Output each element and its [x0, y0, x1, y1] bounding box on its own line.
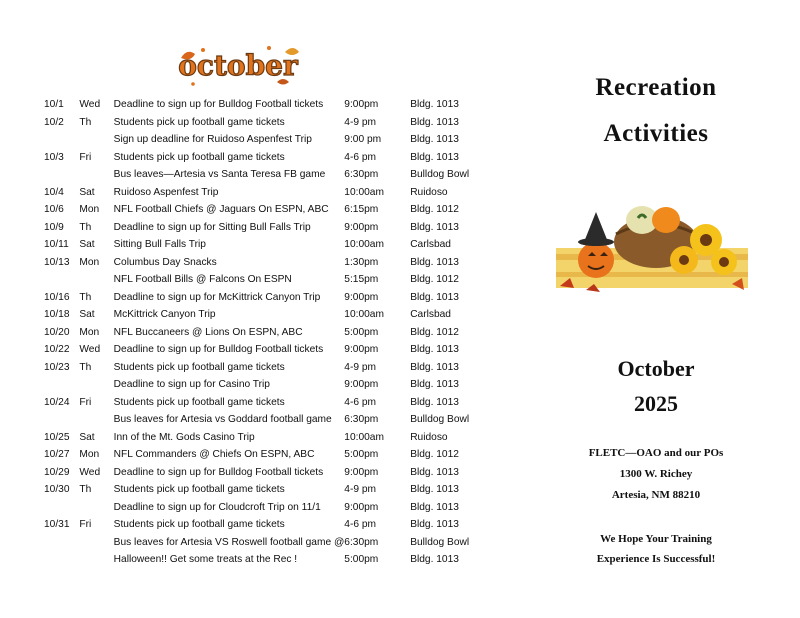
- row-time: 5:00pm: [344, 554, 379, 566]
- row-day: Fri: [79, 151, 92, 163]
- row-location: Bldg. 1012: [410, 204, 459, 216]
- row-day: Th: [79, 484, 92, 496]
- schedule-row: [40, 184, 470, 202]
- row-time: 4-9 pm: [344, 116, 377, 128]
- row-location: Bldg. 1013: [410, 466, 459, 478]
- row-time: 9:00pm: [344, 501, 379, 513]
- row-time: 6:30pm: [344, 414, 379, 426]
- row-location: Bldg. 1013: [410, 134, 459, 146]
- row-event: NFL Football Chiefs @ Jaguars On ESPN, ABC: [113, 204, 329, 216]
- row-time: 10:00am: [344, 309, 384, 321]
- row-day: Th: [79, 291, 92, 303]
- row-date: [40, 551, 79, 569]
- row-date: 10/6: [44, 204, 64, 216]
- schedule-row: [40, 446, 470, 464]
- title-line-2: Activities: [603, 120, 709, 147]
- row-location: Bldg. 1013: [410, 256, 459, 268]
- schedule-row: [40, 341, 470, 359]
- autumn-harvest-picture: [556, 190, 748, 300]
- row-time: 4-6 pm: [344, 519, 377, 531]
- row-location: Bulldog Bowl: [410, 414, 470, 426]
- schedule-row: [40, 149, 470, 167]
- row-day: Sat: [79, 239, 95, 251]
- row-time: 10:00am: [344, 431, 384, 443]
- row-date: [40, 376, 79, 394]
- row-day: Mon: [79, 256, 100, 268]
- row-location: Bldg. 1013: [410, 221, 459, 233]
- row-location: Bldg. 1013: [410, 344, 459, 356]
- row-location: Bldg. 1013: [410, 361, 459, 373]
- row-date: 10/18: [44, 309, 70, 321]
- row-event: Columbus Day Snacks: [113, 256, 217, 268]
- row-location: Bulldog Bowl: [410, 169, 470, 181]
- street-address: 1300 W. Richey: [619, 468, 693, 480]
- row-time: 5:15pm: [344, 274, 379, 286]
- row-day: Th: [79, 116, 92, 128]
- motto-line-1: We Hope Your Training: [600, 533, 712, 545]
- row-event: McKittrick Canyon Trip: [113, 309, 216, 321]
- row-day: [79, 376, 113, 394]
- schedule-row: [40, 534, 470, 552]
- row-event: Deadline to sign up for McKittrick Canyon Trip: [113, 291, 321, 303]
- row-event: Students pick up football game tickets: [113, 116, 285, 128]
- schedule-row: [40, 236, 470, 254]
- row-day: [79, 166, 113, 184]
- row-time: 9:00pm: [344, 466, 379, 478]
- row-time: 9:00pm: [344, 344, 379, 356]
- row-date: 10/1: [44, 99, 64, 111]
- row-date: 10/4: [44, 186, 64, 198]
- row-time: 6:30pm: [344, 536, 379, 548]
- row-event: Bus leaves for Artesia VS Roswell football game @: [113, 536, 345, 548]
- row-event: Deadline to sign up for Bulldog Football tickets: [113, 344, 324, 356]
- row-date: 10/16: [44, 291, 70, 303]
- row-time: 9:00pm: [344, 379, 379, 391]
- row-event: Deadline to sign up for Sitting Bull Falls Trip: [113, 221, 311, 233]
- schedule-row: [40, 254, 470, 272]
- schedule-row: [40, 201, 470, 219]
- row-event: Students pick up football game tickets: [113, 519, 285, 531]
- row-event: NFL Buccaneers @ Lions On ESPN, ABC: [113, 326, 303, 338]
- row-day: Mon: [79, 449, 100, 461]
- row-time: 4-6 pm: [344, 151, 377, 163]
- row-location: Ruidoso: [410, 186, 448, 198]
- row-date: [40, 499, 79, 517]
- title-line-1: Recreation: [595, 74, 717, 101]
- row-event: NFL Commanders @ Chiefs On ESPN, ABC: [113, 449, 315, 461]
- row-date: 10/3: [44, 151, 64, 163]
- row-date: [40, 166, 79, 184]
- row-event: Inn of the Mt. Gods Casino Trip: [113, 431, 255, 443]
- row-location: Bldg. 1013: [410, 151, 459, 163]
- row-time: 9:00pm: [344, 221, 379, 233]
- row-date: 10/23: [44, 361, 70, 373]
- row-date: 10/20: [44, 326, 70, 338]
- row-date: 10/11: [44, 239, 69, 251]
- row-day: Wed: [79, 344, 101, 356]
- row-date: 10/13: [44, 256, 70, 268]
- row-location: Bldg. 1013: [410, 501, 459, 513]
- row-time: 4-9 pm: [344, 361, 377, 373]
- row-location: Bldg. 1012: [410, 449, 459, 461]
- row-location: Bldg. 1013: [410, 116, 459, 128]
- row-time: 9:00pm: [344, 99, 379, 111]
- row-event: Deadline to sign up for Casino Trip: [113, 379, 270, 391]
- row-day: [79, 411, 113, 429]
- row-location: Bldg. 1012: [410, 326, 459, 338]
- row-event: Bus leaves—Artesia vs Santa Teresa FB game: [113, 169, 326, 181]
- row-time: 9:00pm: [344, 291, 379, 303]
- row-location: Bldg. 1013: [410, 379, 459, 391]
- row-date: 10/22: [44, 344, 70, 356]
- schedule-row: [40, 481, 470, 499]
- schedule-row: [40, 324, 470, 342]
- month-heading: October: [617, 356, 695, 381]
- schedule-row: [40, 394, 470, 412]
- organization-name: FLETC—OAO and our POs: [588, 447, 724, 459]
- schedule-row: [40, 289, 470, 307]
- row-day: Sat: [79, 186, 95, 198]
- row-location: Bldg. 1013: [410, 484, 459, 496]
- row-day: Th: [79, 221, 92, 233]
- schedule-row: [40, 271, 470, 289]
- row-time: 10:00am: [344, 186, 384, 198]
- row-day: Fri: [79, 396, 92, 408]
- row-day: Wed: [79, 99, 101, 111]
- schedule-row: [40, 359, 470, 377]
- row-event: Students pick up football game tickets: [113, 151, 285, 163]
- row-day: [79, 271, 113, 289]
- city-address: Artesia, NM 88210: [611, 489, 701, 501]
- schedule-body: [40, 96, 470, 569]
- row-event: Ruidoso Aspenfest Trip: [113, 186, 219, 198]
- october-logo: [173, 38, 303, 90]
- row-day: Fri: [79, 519, 92, 531]
- row-event: NFL Football Bills @ Falcons On ESPN: [113, 274, 292, 286]
- row-day: Th: [79, 361, 92, 373]
- row-event: Bus leaves for Artesia vs Goddard football game: [113, 414, 332, 426]
- row-event: Sitting Bull Falls Trip: [113, 239, 206, 251]
- row-time: 4-6 pm: [344, 396, 377, 408]
- row-date: 10/31: [44, 519, 70, 531]
- schedule-row: [40, 96, 470, 114]
- schedule-row: [40, 499, 470, 517]
- row-day: Sat: [79, 431, 95, 443]
- row-event: Students pick up football game tickets: [113, 396, 285, 408]
- schedule-row: [40, 464, 470, 482]
- row-location: Carlsbad: [410, 309, 451, 321]
- row-day: Mon: [79, 326, 100, 338]
- schedule-row: [40, 166, 470, 184]
- schedule-row: [40, 376, 470, 394]
- row-date: 10/25: [44, 431, 70, 443]
- row-time: 5:00pm: [344, 449, 379, 461]
- schedule-row: [40, 551, 470, 569]
- logo-text: october: [178, 49, 298, 82]
- row-time: 10:00am: [344, 239, 384, 251]
- row-time: 5:00pm: [344, 326, 379, 338]
- row-date: [40, 534, 79, 552]
- schedule-row: [40, 131, 470, 149]
- row-event: Students pick up football game tickets: [113, 484, 285, 496]
- row-day: [79, 551, 113, 569]
- row-event: Deadline to sign up for Cloudcroft Trip on 11/1: [113, 501, 321, 513]
- row-event: Deadline to sign up for Bulldog Football tickets: [113, 99, 324, 111]
- row-day: Wed: [79, 466, 101, 478]
- schedule-row: [40, 516, 470, 534]
- row-event: Deadline to sign up for Bulldog Football tickets: [113, 466, 324, 478]
- row-date: [40, 131, 79, 149]
- motto-line-2: Experience Is Successful!: [596, 553, 716, 565]
- row-date: 10/29: [44, 466, 70, 478]
- row-day: Mon: [79, 204, 100, 216]
- row-location: Bulldog Bowl: [410, 536, 470, 548]
- row-day: Sat: [79, 309, 95, 321]
- schedule-row: [40, 429, 470, 447]
- row-location: Carlsbad: [410, 239, 451, 251]
- row-time: 6:15pm: [344, 204, 379, 216]
- row-time: 4-9 pm: [344, 484, 377, 496]
- row-event: Students pick up football game tickets: [113, 361, 285, 373]
- row-date: [40, 271, 79, 289]
- row-location: Bldg. 1013: [410, 519, 459, 531]
- row-date: 10/30: [44, 484, 70, 496]
- year-heading: 2025: [634, 391, 678, 416]
- row-location: Bldg. 1013: [410, 99, 459, 111]
- row-day: [79, 131, 113, 149]
- row-date: 10/27: [44, 449, 70, 461]
- schedule-row: [40, 219, 470, 237]
- row-date: 10/9: [44, 221, 64, 233]
- row-day: [79, 499, 113, 517]
- row-location: Bldg. 1012: [410, 274, 459, 286]
- row-date: 10/24: [44, 396, 70, 408]
- row-event: Halloween!! Get some treats at the Rec !: [113, 554, 298, 566]
- schedule-row: [40, 114, 470, 132]
- schedule-row: [40, 411, 470, 429]
- row-event: Sign up deadline for Ruidoso Aspenfest Trip: [113, 134, 312, 146]
- schedule-table: [40, 96, 470, 569]
- row-location: Ruidoso: [410, 431, 448, 443]
- row-time: 1:30pm: [344, 256, 379, 268]
- row-location: Bldg. 1013: [410, 554, 459, 566]
- row-time: 9:00 pm: [344, 134, 382, 146]
- row-time: 6:30pm: [344, 169, 379, 181]
- row-location: Bldg. 1013: [410, 396, 459, 408]
- row-location: Bldg. 1013: [410, 291, 459, 303]
- row-date: 10/2: [44, 116, 64, 128]
- row-day: [79, 534, 113, 552]
- row-date: [40, 411, 79, 429]
- schedule-row: [40, 306, 470, 324]
